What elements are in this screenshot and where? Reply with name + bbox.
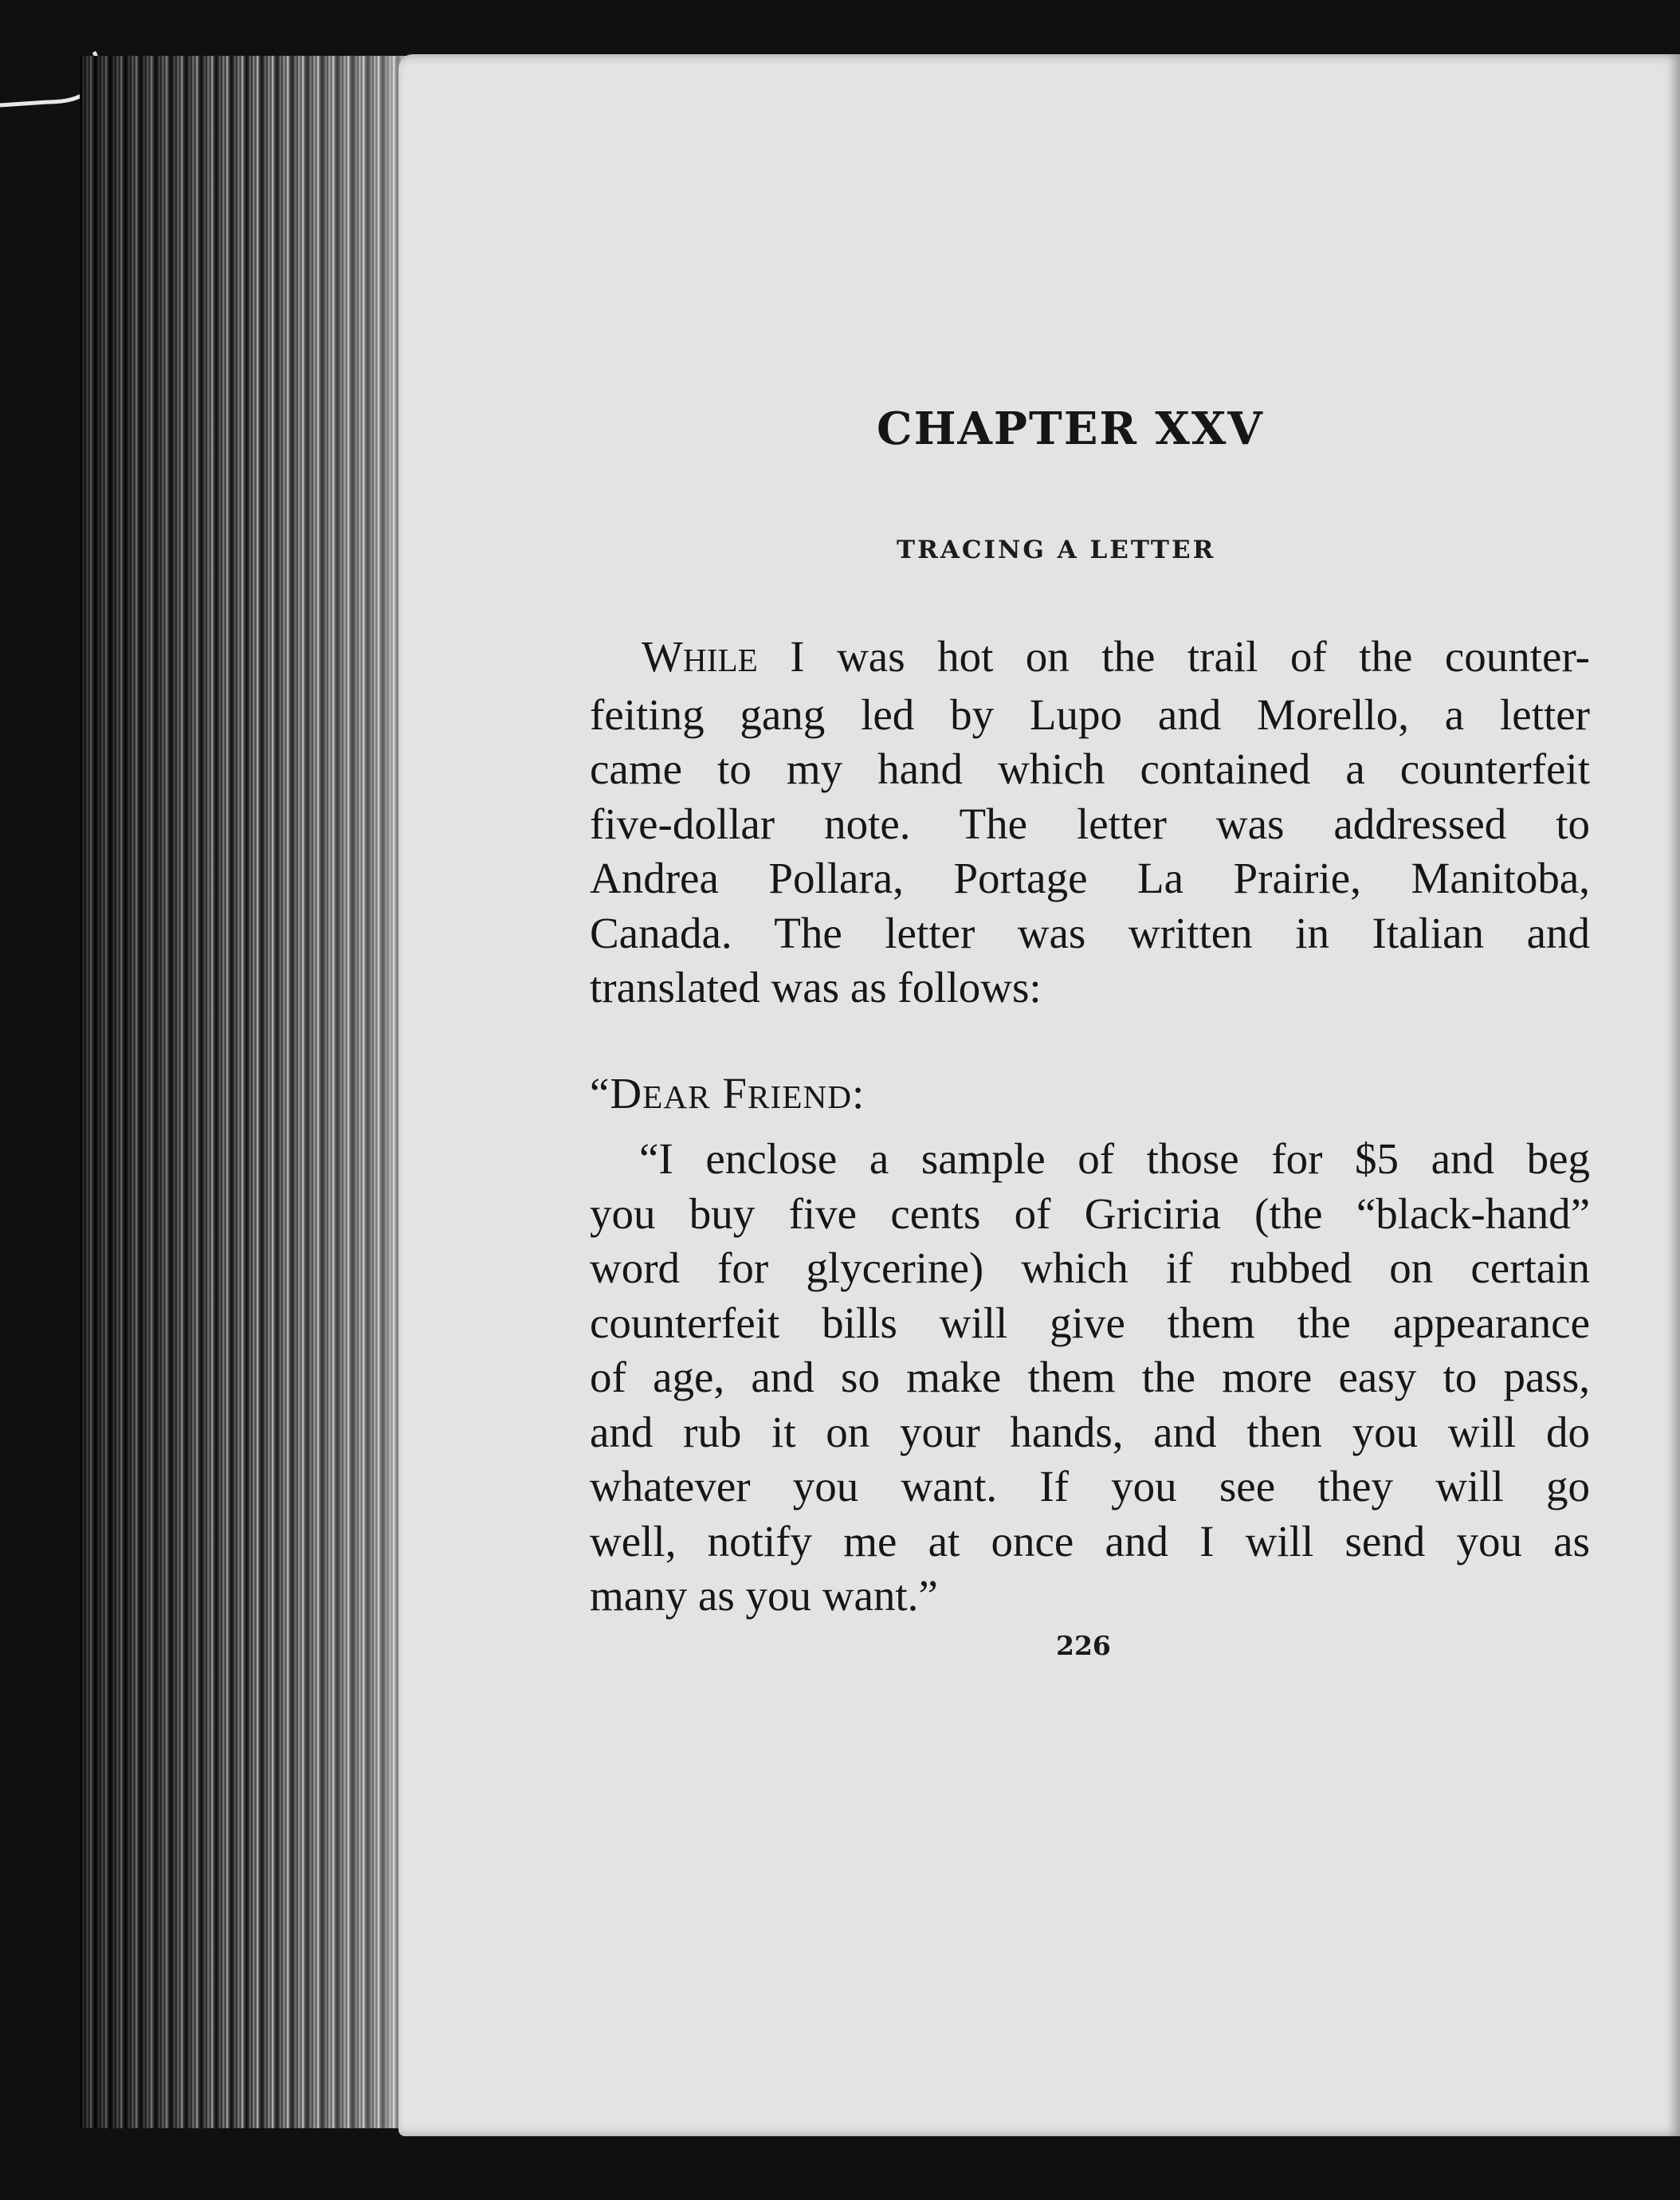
paragraph-2 [590, 1132, 1590, 1624]
paragraph-1-line: Canada. The letter was written in Italian and [590, 908, 1590, 957]
paragraph-2-line: of age, and so make them the more easy to pass, [590, 1353, 1590, 1401]
paragraph-1-line: feiting gang led by Lupo and Morello, a letter [590, 689, 1590, 739]
paragraph-2-line: and rub it on your hands, and then you will do [590, 1407, 1590, 1456]
chapter-heading: CHAPTER XXV [877, 403, 1264, 455]
paragraph-1-line: came to my hand which contained a counterfeit [590, 744, 1590, 793]
paragraph-1-line: Andrea Pollara, Portage La Prairie, Manitoba, [590, 854, 1590, 902]
salutation-riend: RIEND [748, 1078, 853, 1115]
salutation-ear: EAR [642, 1078, 711, 1115]
page-number: 226 [1056, 1630, 1111, 1661]
salutation-d: D [610, 1069, 643, 1118]
salutation-colon: : [852, 1069, 866, 1118]
paragraph-2-line: word for glycerine) which if rubbed on certain [590, 1243, 1590, 1292]
dropcap-small: HILE [682, 642, 758, 678]
chapter-subtitle: TRACING A LETTER [897, 536, 1216, 564]
line-text: I was hot on the trail of the counter- [757, 632, 1590, 681]
book-page-edges [80, 56, 406, 2128]
paragraph-2-line: counterfeit bills will give them the appearance [590, 1298, 1590, 1347]
paragraph-2-line: well, notify me at once and I will send you as [590, 1516, 1590, 1566]
paragraph-2-line: whatever you want. If you see they will go [590, 1462, 1590, 1511]
paragraph-1-line [590, 630, 1590, 688]
paragraph-1-line: translated was as follows: [590, 963, 1042, 1012]
paragraph-1-line: five-dollar note. The letter was addressed to [590, 799, 1590, 848]
salutation-f: F [722, 1069, 748, 1118]
paragraph-2-line: you buy five cents of Griciria (the “black-hand” [590, 1188, 1590, 1238]
paragraph-2-line: “I enclose a sample of those for $5 and beg [639, 1134, 1590, 1183]
paragraph-1 [590, 630, 1590, 1016]
dropcap-big: W [642, 632, 683, 681]
letter-salutation [590, 1068, 865, 1118]
salutation-quote: “ [590, 1069, 610, 1118]
paragraph-2-line: many as you want.” [590, 1571, 938, 1620]
